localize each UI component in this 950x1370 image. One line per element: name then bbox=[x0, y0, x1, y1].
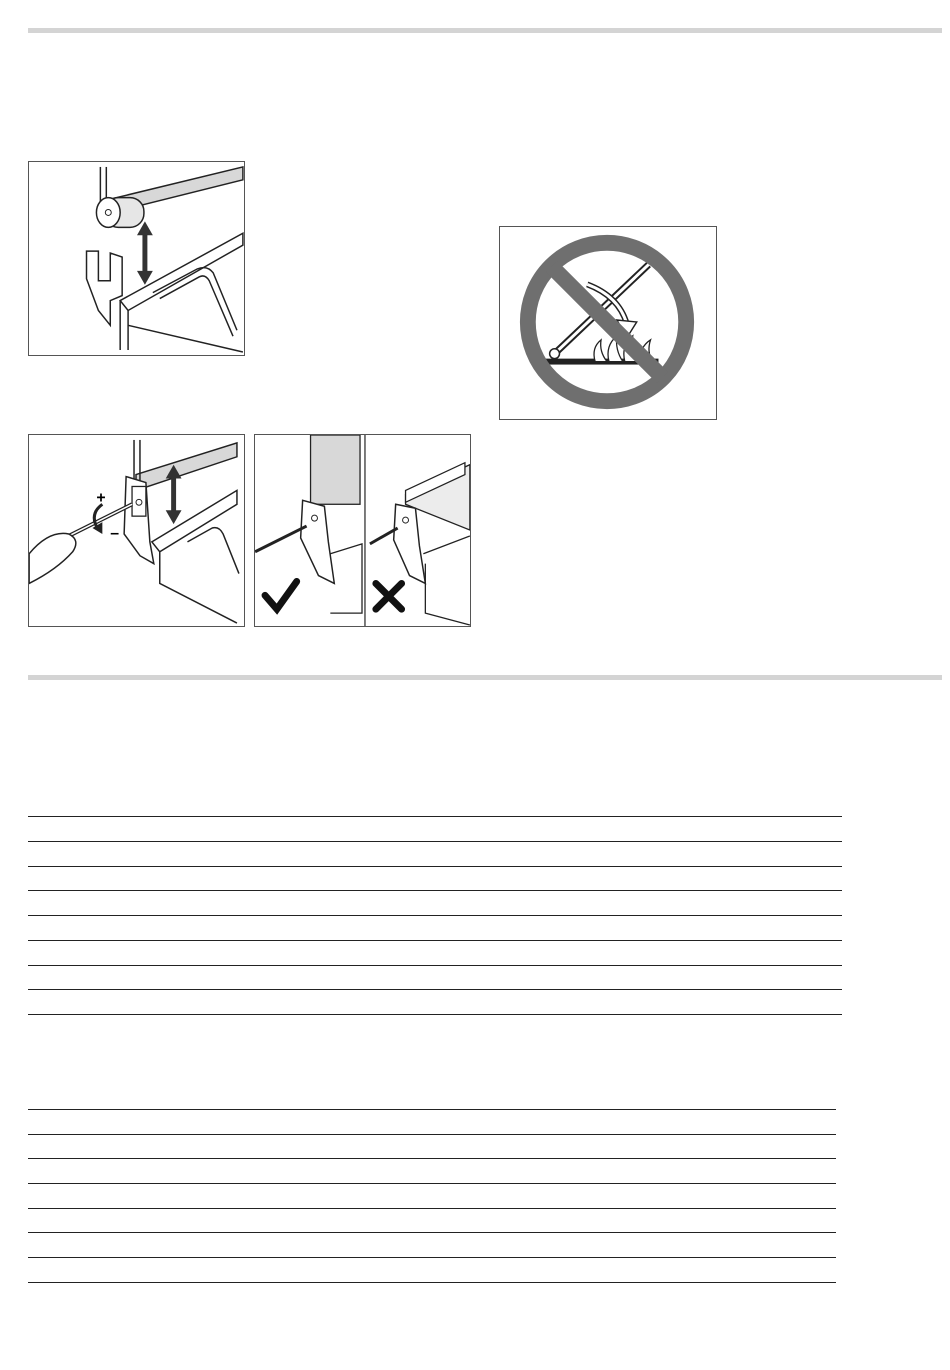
middle-rule bbox=[28, 675, 942, 680]
checkmark-icon bbox=[265, 581, 297, 609]
no-flame-prohibition-icon bbox=[500, 227, 716, 419]
table-row bbox=[28, 1183, 836, 1208]
table-bottom-rule bbox=[28, 1014, 842, 1015]
hinge-adjust-figure bbox=[28, 434, 245, 627]
table-1 bbox=[28, 816, 842, 1015]
table-row bbox=[28, 1109, 836, 1134]
no-flame-warning-figure bbox=[499, 226, 717, 420]
table-row bbox=[28, 866, 842, 891]
minus-symbol: – bbox=[110, 524, 120, 542]
table-row bbox=[28, 841, 842, 866]
table-row bbox=[28, 1208, 836, 1233]
plus-symbol: + bbox=[96, 489, 106, 507]
table-row bbox=[28, 989, 842, 1014]
fit-comparison-figure bbox=[254, 434, 471, 627]
cross-icon bbox=[376, 583, 402, 609]
hinge-lift-figure bbox=[28, 161, 245, 356]
table-row bbox=[28, 1232, 836, 1257]
top-rule bbox=[28, 28, 942, 33]
table-row bbox=[28, 940, 842, 965]
table-row bbox=[28, 965, 842, 990]
table-row bbox=[28, 915, 842, 940]
fit-comparison-graphic bbox=[255, 435, 470, 626]
table-row bbox=[28, 1134, 836, 1159]
table-row bbox=[28, 890, 842, 915]
table-bottom-rule bbox=[28, 1282, 836, 1283]
screwdriver-adjust-icon bbox=[29, 435, 244, 626]
table-row bbox=[28, 816, 842, 841]
table-2 bbox=[28, 1109, 836, 1283]
table-row bbox=[28, 1257, 836, 1282]
table-row bbox=[28, 1158, 836, 1183]
hinge-lift-icon bbox=[29, 162, 244, 355]
